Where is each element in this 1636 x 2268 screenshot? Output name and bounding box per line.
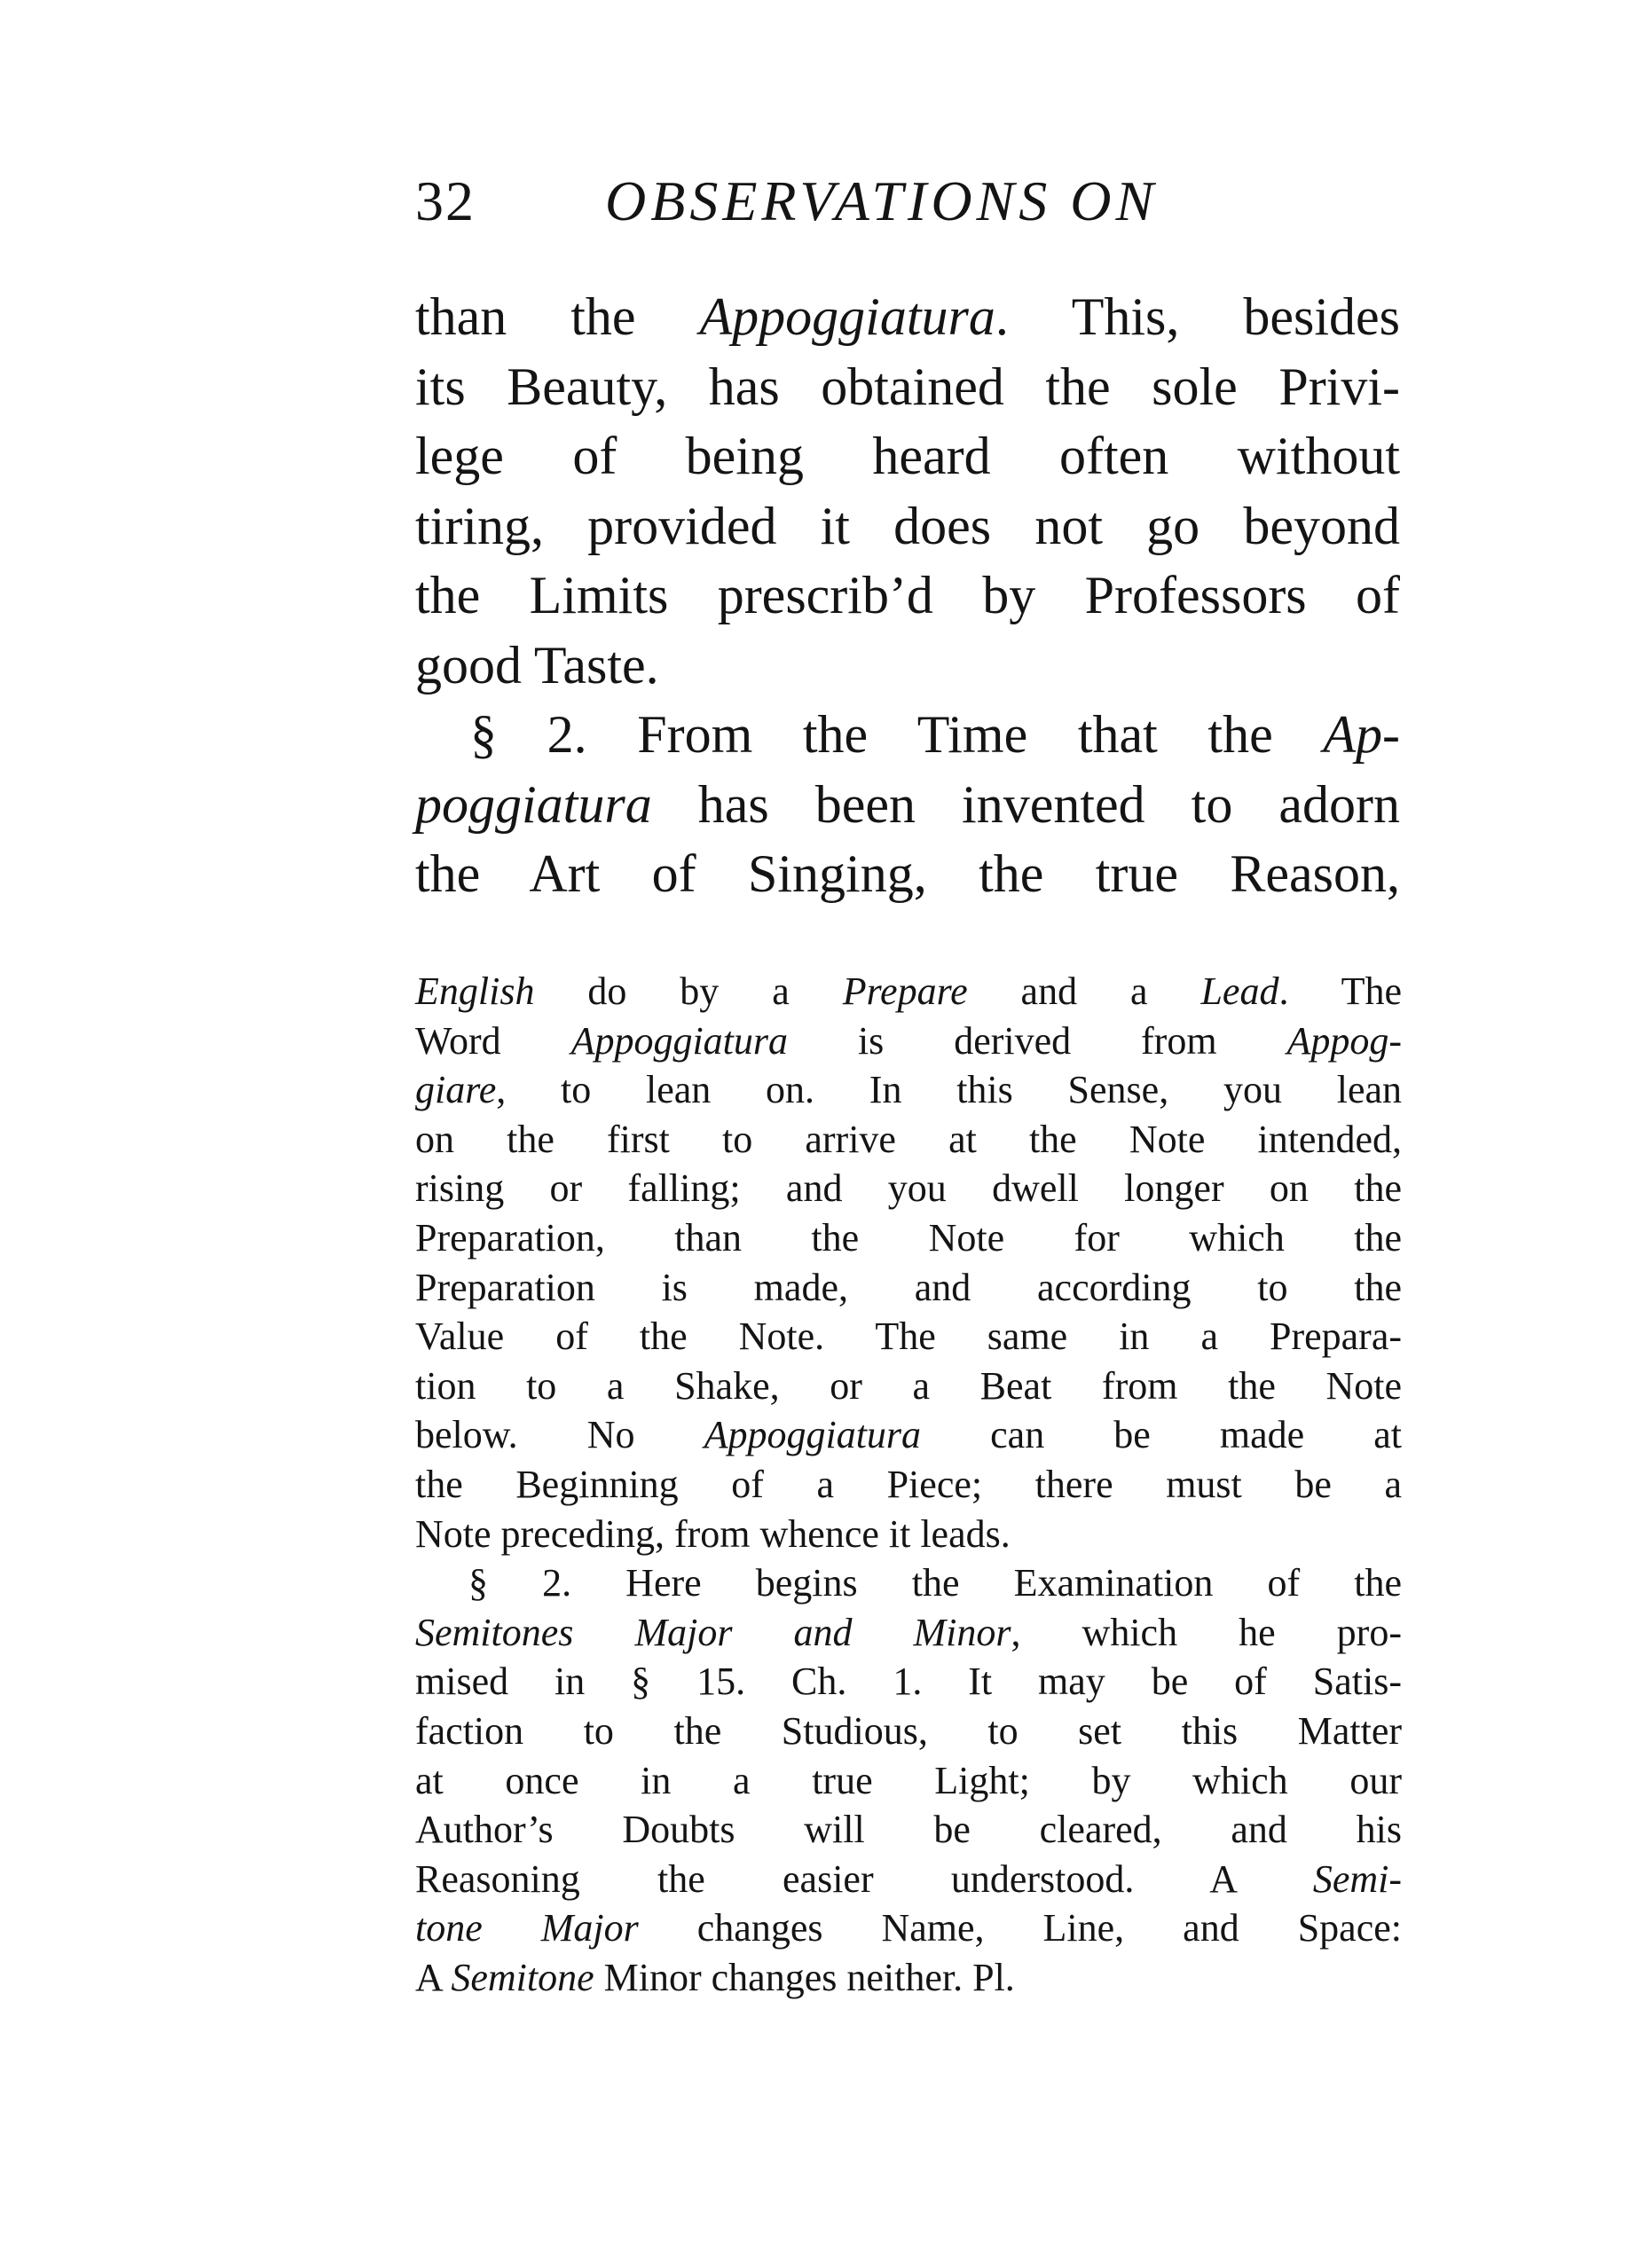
footnote-line: A Semitone Minor changes neither. Pl. (415, 1955, 1015, 1999)
main-text (415, 282, 1400, 909)
text-line: its Beauty, has obtained the sole Privi- (415, 357, 1400, 416)
text-line: poggiatura has been invented to adorn (415, 774, 1400, 834)
footnote-line: giare, to lean on. In this Sense, you lean (415, 1068, 1402, 1112)
text-line: § 2. From the Time that the Ap- (470, 705, 1400, 764)
text-line: the Art of Singing, the true Reason, (415, 844, 1400, 903)
footnote-line: tion to a Shake, or a Beat from the Note (415, 1363, 1402, 1408)
text-line: tiring, provided it does not go beyond (415, 496, 1400, 555)
footnote-line: Preparation is made, and according to the (415, 1265, 1402, 1309)
footnote-line: faction to the Studious, to set this Matter (415, 1708, 1402, 1753)
footnote (415, 967, 1402, 2002)
text-line: the Limits prescrib’d by Professors of (415, 566, 1400, 624)
text-line: good Taste. (415, 635, 659, 695)
footnote-line: Preparation, than the Note for which the (415, 1215, 1402, 1260)
footnote-line: mised in § 15. Ch. 1. It may be of Satis- (415, 1660, 1402, 1704)
footnote-line: Semitones Major and Minor, which he pro- (415, 1610, 1402, 1654)
footnote-line: Note preceding, from whence it leads. (415, 1511, 1011, 1556)
footnote-line: Author’s Doubts will be cleared, and his (415, 1808, 1402, 1852)
footnote-line: English do by a Prepare and a Lead. The (415, 969, 1402, 1013)
footnote-line: below. No Appoggiatura can be made at (415, 1413, 1402, 1457)
footnote-line: rising or falling; and you dwell longer on the (415, 1166, 1402, 1211)
text-line: lege of being heard often without (415, 427, 1400, 485)
running-head (415, 169, 1409, 248)
text-line: than the Appoggiatura. This, besides (415, 287, 1400, 346)
footnote-line: § 2. Here begins the Examination of the (468, 1561, 1402, 1605)
footnote-line: on the first to arrive at the Note intended, (415, 1117, 1402, 1161)
footnote-line: Value of the Note. The same in a Prepara- (415, 1314, 1402, 1359)
page-number: 32 (415, 169, 476, 232)
footnote-line: tone Major changes Name, Line, and Space: (415, 1906, 1402, 1950)
footnote-line: the Beginning of a Piece; there must be a (415, 1462, 1402, 1506)
footnote-line: Word Appoggiatura is derived from Appog- (415, 1018, 1402, 1063)
footnote-line: at once in a true Light; by which our (415, 1758, 1402, 1802)
running-title: OBSERVATIONS ON (605, 169, 1159, 232)
footnote-line: Reasoning the easier understood. A Semi- (415, 1856, 1402, 1901)
